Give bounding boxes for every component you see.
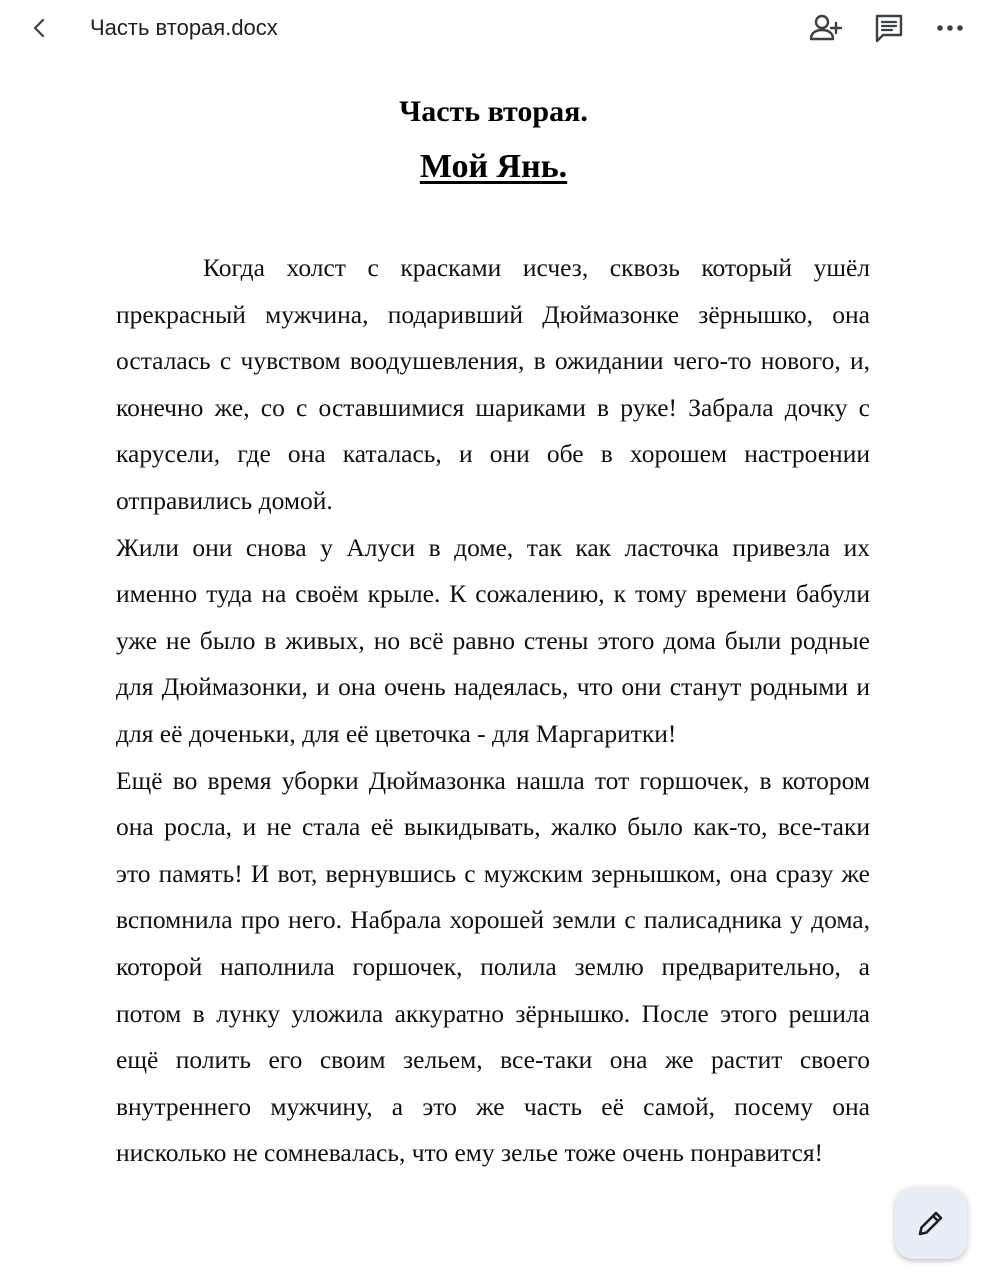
- document-page: [0, 56, 987, 1280]
- paragraph-2: Жили они снова у Алуси в доме, так как ласточка привезла их именно туда на своём крыле. К сожалению, к тому времени бабули уже не было в живых, но всё равно стены этого дома были родные для Дюймазонки, и она очень надеялась, что они станут родными и для её доченьки, для её цветочка - для Маргаритки!: [116, 532, 870, 748]
- person-add-icon: [809, 13, 843, 43]
- chevron-left-icon: [28, 16, 52, 40]
- document-body: [116, 245, 870, 1177]
- chapter-subtitle: Мой Янь.: [419, 148, 568, 185]
- back-button[interactable]: [22, 10, 58, 46]
- share-button[interactable]: [806, 8, 846, 48]
- chapter-title: Часть вторая.: [399, 95, 588, 128]
- more-horiz-icon: [936, 23, 964, 33]
- more-options-button[interactable]: [930, 8, 970, 48]
- edit-button[interactable]: [895, 1187, 967, 1259]
- top-app-bar: [0, 0, 987, 56]
- comments-button[interactable]: [869, 8, 909, 48]
- edit-pencil-icon: [915, 1207, 947, 1239]
- comment-icon: [874, 13, 904, 43]
- paragraph-1: Когда холст с красками исчез, сквозь который ушёл прекрасный мужчина, подаривший Дюймазонке зёрнышко, она осталась с чувством воодушевления, в ожидании чего-то нового, и, конечно же, со с оставшимися шариками в руке! Забрала дочку с карусели, где она каталась, и они обе в хорошем настроении отправились домой.: [116, 253, 870, 515]
- paragraph-3: Ещё во время уборки Дюймазонка нашла тот горшочек, в котором она росла, и не стала её выкидывать, жалко было как-то, все-таки это память! И вот, вернувшись с мужским зернышком, она сразу же вспомнила про него. Набрала хорошей земли с палисадника у дома, которой наполнила горшочек, полила землю предварительно, а потом в лунку уложила аккуратно зёрнышко. После этого решила ещё полить его своим зельем, все-таки она же растит своего внутреннего мужчину, а это же часть её самой, посему она нисколько не сомневалась, что ему зелье тоже очень понравится!: [116, 765, 870, 1168]
- document-title: Часть вторая.docx: [90, 15, 278, 40]
